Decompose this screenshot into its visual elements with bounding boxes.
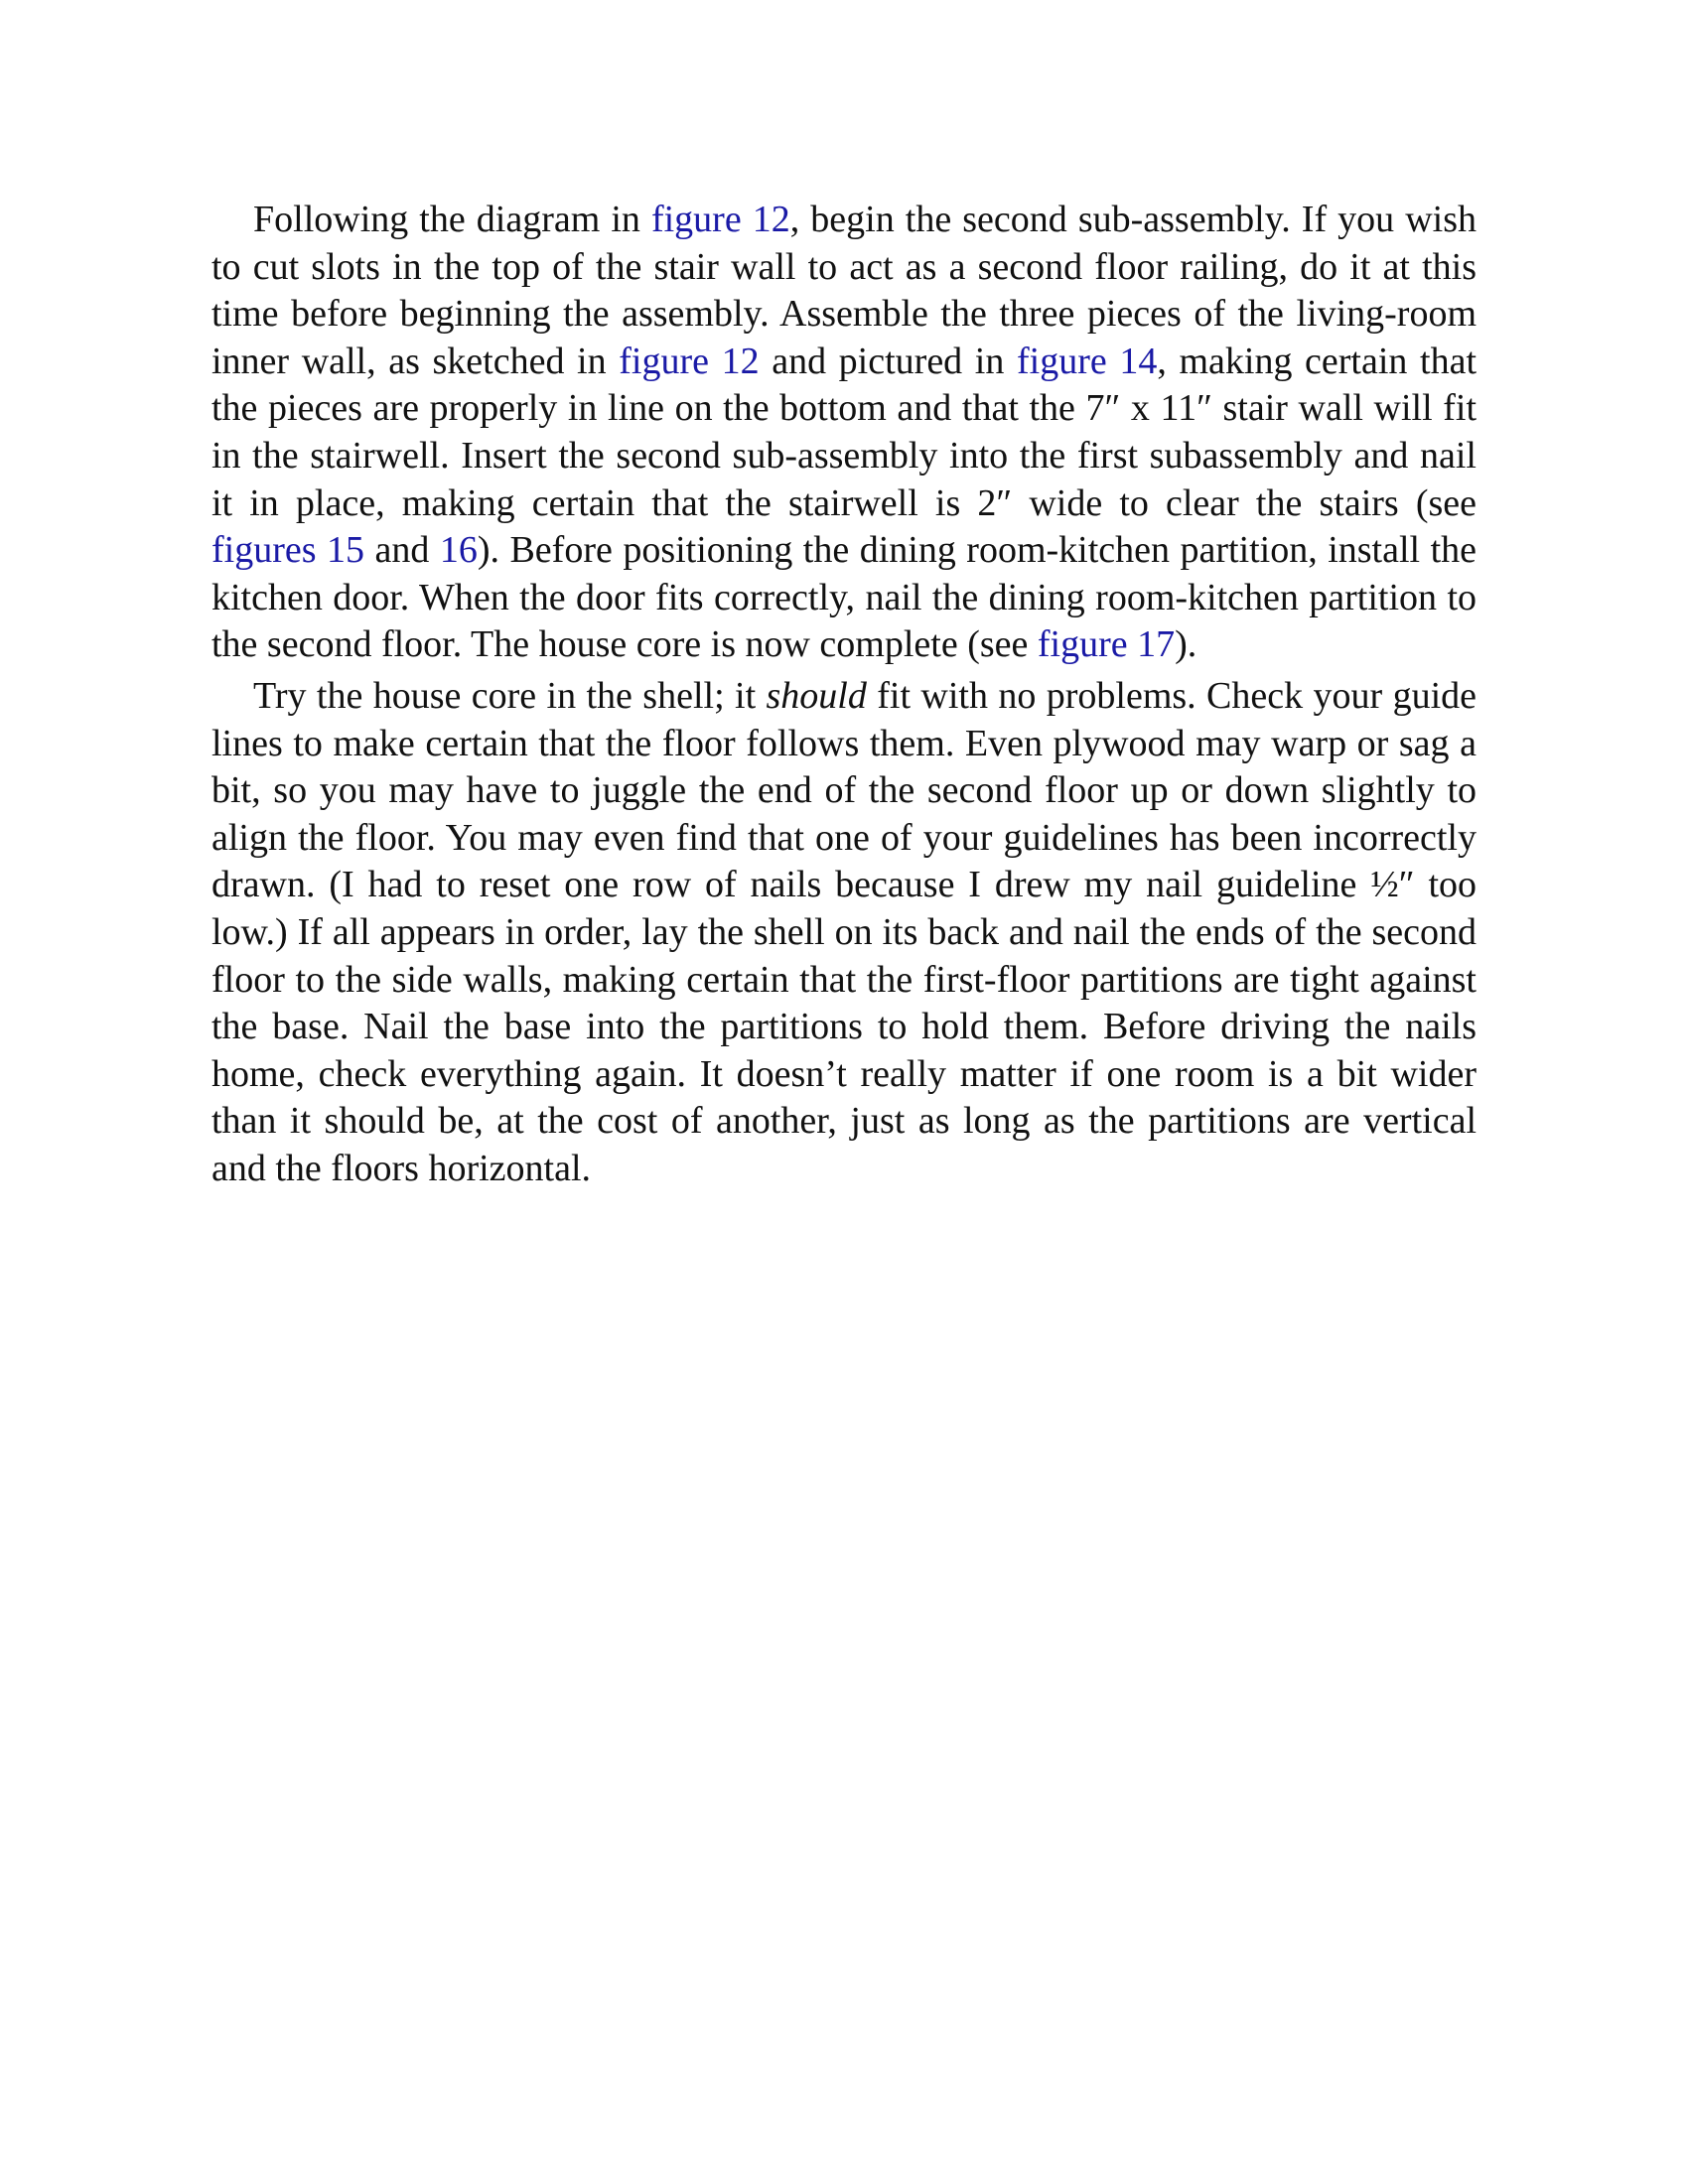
paragraph-fitting-core (211, 673, 1477, 1193)
paragraph-assembly-instructions (211, 197, 1477, 669)
paragraph-1-text-3: and pictured in (759, 340, 1017, 382)
paragraph-1-text-2: , begin the second sub-assembly. If you wish to cut slots in the top of the stair wall to act as a second floor railing, do it at this time before beginning the assembly. Assemble the three pieces of the living-room inner wall, as sketched in (211, 199, 1477, 382)
page-body (211, 197, 1477, 1196)
paragraph-1-text-4: , making certain that the pieces are properly in line on the bottom and that the 7″ x 11″ stair wall will fit in the stairwell. Insert the second sub-assembly into the first subassembly and nail it in place, making certain that the stairwell is 2″ wide to clear the stairs (see (211, 340, 1477, 524)
paragraph-2-text-1: Try the house core in the shell; it (253, 674, 767, 717)
figure-12-link-second[interactable]: figure 12 (619, 340, 760, 382)
paragraph-2-text-2: fit with no problems. Check your guide lines to make certain that the floor follows them. Even plywood may warp or sag a bit, so you may have to juggle the end of the second floor up or down slightly to align the floor. You may even find that one of your guidelines has been incorrectly drawn. (I had to reset one row of nails because I drew my nail guideline ½″ too low.) If all appears in order, lay the shell on its back and nail the ends of the second floor to the side walls, making certain that the first-floor partitions are tight against the base. Nail the base into the partitions to hold them. Before driving the nails home, check everything again. It doesn’t really matter if one room is a bit wider than it should be, at the cost of another, just as long as the partitions are vertical and the floors horizontal. (211, 674, 1477, 1189)
paragraph-1-text-6: ). Before positioning the dining room-kitchen partition, install the kitchen door. When the door fits correctly, nail the dining room-kitchen partition to the second floor. The house core is now complete (see (211, 529, 1477, 666)
paragraph-1-text-5: and (364, 529, 440, 572)
paragraph-1-text-1: Following the diagram in (253, 199, 651, 240)
figures-15-link[interactable]: figures 15 (211, 529, 364, 572)
figure-17-link[interactable]: figure 17 (1037, 623, 1176, 666)
figure-14-link[interactable]: figure 14 (1016, 340, 1158, 382)
figure-12-link[interactable]: figure 12 (650, 199, 790, 240)
paragraph-1-text-7: ). (1175, 623, 1197, 666)
figure-16-link[interactable]: 16 (439, 529, 478, 572)
paragraph-2-emphasis: should (766, 674, 867, 717)
